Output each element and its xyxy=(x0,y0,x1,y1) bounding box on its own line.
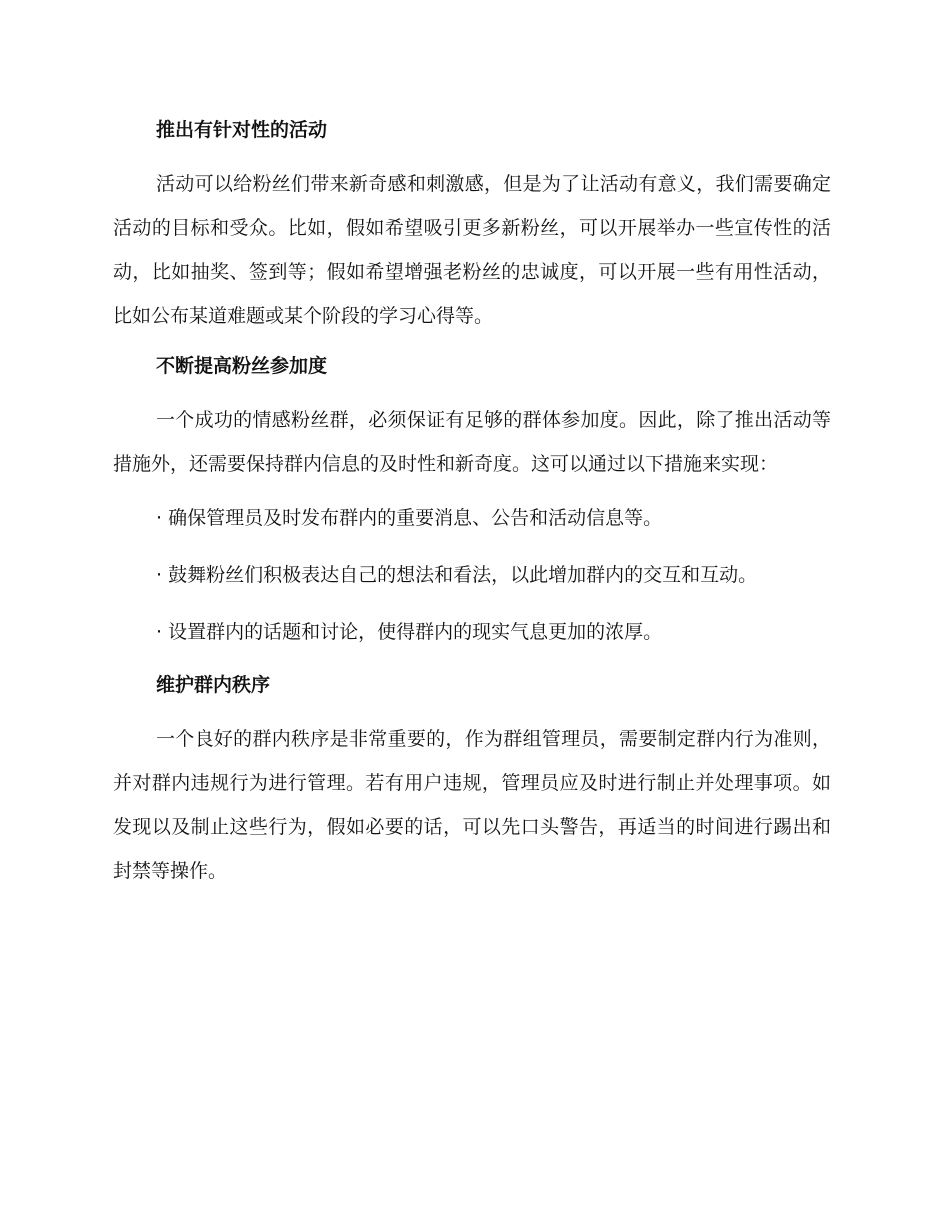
bullet-item-group-topics: · 设置群内的话题和讨论，使得群内的现实气息更加的浓厚。 xyxy=(156,621,663,643)
bullet-item-encourage-fans: · 鼓舞粉丝们积极表达自己的想法和看法，以此增加群内的交互和互动。 xyxy=(156,564,758,586)
section-heading-fan-participation: 不断提高粉丝参加度 xyxy=(156,355,328,377)
section-heading-targeted-activities: 推出有针对性的活动 xyxy=(156,119,328,141)
paragraph-fan-participation: 一个成功的情感粉丝群，必须保证有足够的群体参加度。因此，除了推出活动等措施外，还需要保持群内信息的及时性和新奇度。这可以通过以下措施来实现： xyxy=(113,409,831,475)
paragraph-group-order: 一个良好的群内秩序是非常重要的，作为群组管理员，需要制定群内行为准则，并对群内违规行为进行管理。若有用户违规，管理员应及时进行制止并处理事项。如发现以及制止这些行为，假如必要的话，可以先口头警告，再适当的时间进行踢出和封禁等操作。 xyxy=(113,728,831,882)
paragraph-targeted-activities: 活动可以给粉丝们带来新奇感和刺激感，但是为了让活动有意义，我们需要确定活动的目标和受众。比如，假如希望吸引更多新粉丝，可以开展举办一些宣传性的活动，比如抽奖、签到等；假如希望增强老粉丝的忠诚度，可以开展一些有用性活动，比如公布某道难题或某个阶段的学习心得等。 xyxy=(113,173,831,327)
bullet-item-admin-announcements: · 确保管理员及时发布群内的重要消息、公告和活动信息等。 xyxy=(156,507,663,529)
document-page xyxy=(113,112,831,900)
section-heading-group-order: 维护群内秩序 xyxy=(156,674,271,696)
